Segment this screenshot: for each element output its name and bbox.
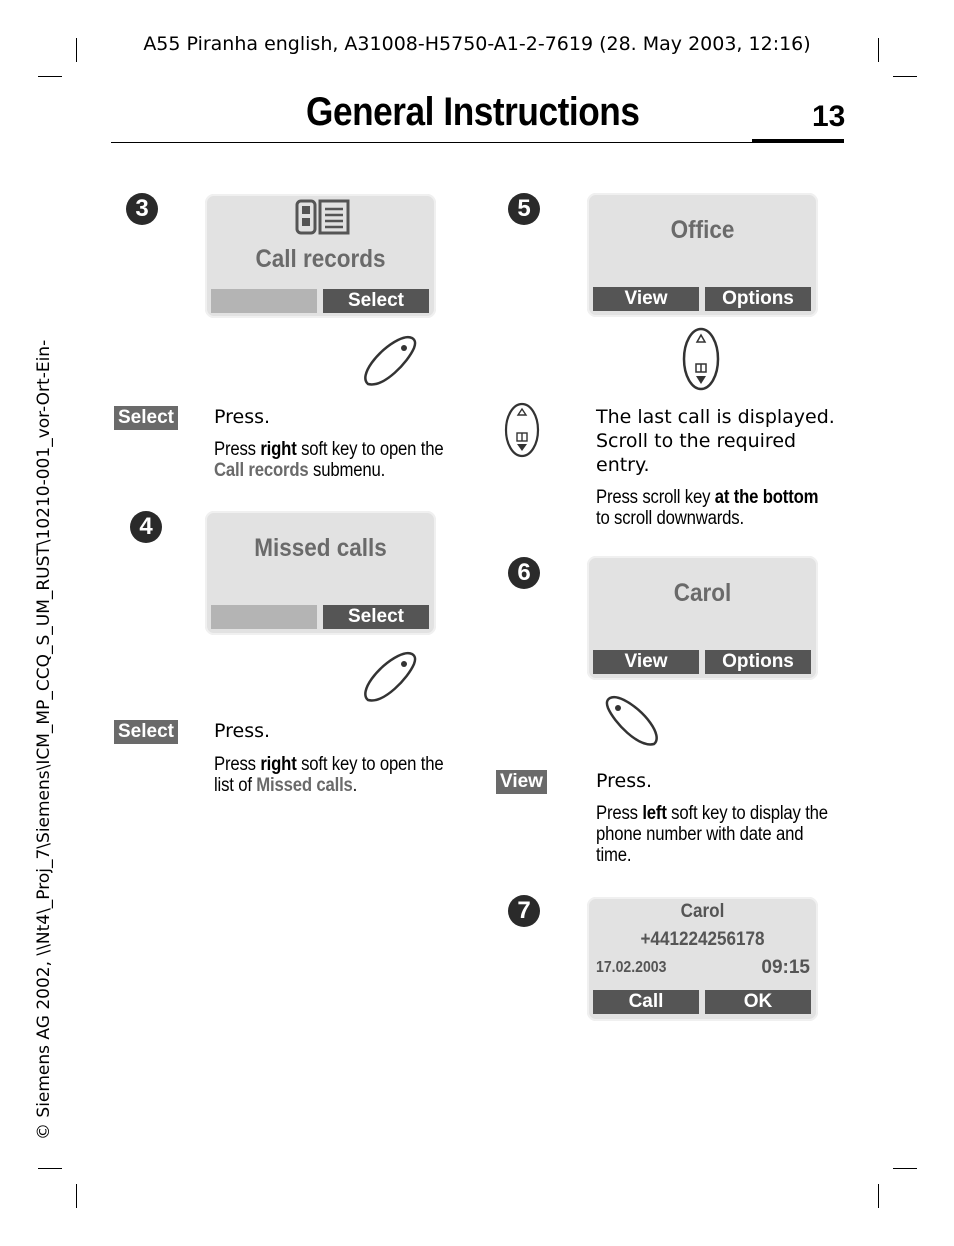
select-key-label: Select	[114, 720, 178, 744]
side-file-path: © Siemens AG 2002, \\Nt4\_Proj_7\Siemens\ICM_MP_CCQ_S_UM_RUST\10210-001_vor-Ort-Ein-	[34, 339, 54, 1140]
ok-softkey[interactable]: OK	[705, 990, 811, 1014]
select-softkey[interactable]: Select	[323, 605, 429, 629]
step-6-badge: 6	[508, 557, 540, 589]
softkey-left[interactable]	[211, 605, 317, 629]
step-4-badge: 4	[130, 511, 162, 543]
crop-mark	[38, 76, 62, 77]
left-softkey-icon	[602, 692, 664, 750]
missed-calls-screen	[205, 511, 436, 635]
crop-mark	[893, 1168, 917, 1169]
step-7-badge: 7	[508, 895, 540, 927]
step-3-note: Press right soft key to open the Call records submenu.	[214, 439, 444, 481]
call-time: 09:15	[761, 957, 810, 978]
screen-title: Carol	[673, 579, 732, 607]
screen-title: Missed calls	[254, 534, 387, 562]
screen-title: Office	[670, 216, 735, 244]
view-key-label: View	[496, 770, 547, 794]
page-number: 13	[812, 100, 846, 133]
right-softkey-icon	[358, 332, 420, 390]
step-4-note: Press right soft key to open the list of Missed calls.	[214, 754, 444, 796]
document-header: A55 Piranha english, A31008-H5750-A1-2-7619 (28. May 2003, 12:16)	[143, 33, 811, 55]
contact-name: Carol	[680, 901, 725, 922]
page-title: General Instructions	[306, 90, 640, 134]
scroll-key-bottom-icon	[681, 326, 721, 392]
call-records-icon	[294, 198, 352, 236]
crop-mark	[878, 1184, 879, 1208]
select-softkey[interactable]: Select	[323, 289, 429, 313]
phone-number: +441224256178	[640, 929, 765, 950]
view-softkey[interactable]: View	[593, 650, 699, 674]
options-softkey[interactable]: Options	[705, 650, 811, 674]
call-detail-screen	[587, 897, 818, 1021]
right-softkey-icon	[358, 648, 420, 706]
page-number-rule	[752, 139, 844, 143]
crop-mark	[38, 1168, 62, 1169]
options-softkey[interactable]: Options	[705, 287, 811, 311]
step-5-note: Press scroll key at the bottom to scroll downwards.	[596, 487, 819, 529]
office-screen	[587, 193, 818, 317]
crop-mark	[76, 1184, 77, 1208]
press-text: Press.	[596, 770, 653, 792]
call-date: 17.02.2003	[596, 959, 667, 976]
carol-screen	[587, 556, 818, 680]
scroll-key-bottom-icon	[503, 401, 541, 459]
crop-mark	[893, 76, 917, 77]
call-records-screen	[205, 194, 436, 318]
select-key-label: Select	[114, 406, 178, 430]
step-3-badge: 3	[126, 193, 158, 225]
step-6-note: Press left soft key to display the phone number with date and time.	[596, 803, 828, 866]
screen-title: Call records	[255, 245, 386, 273]
press-text: Press.	[214, 720, 271, 742]
title-rule	[111, 142, 844, 143]
view-softkey[interactable]: View	[593, 287, 699, 311]
step-5-badge: 5	[508, 193, 540, 225]
softkey-left[interactable]	[211, 289, 317, 313]
step-5-body: The last call is displayed. Scroll to the required entry.	[596, 406, 835, 476]
call-softkey[interactable]: Call	[593, 990, 699, 1014]
press-text: Press.	[214, 406, 271, 428]
